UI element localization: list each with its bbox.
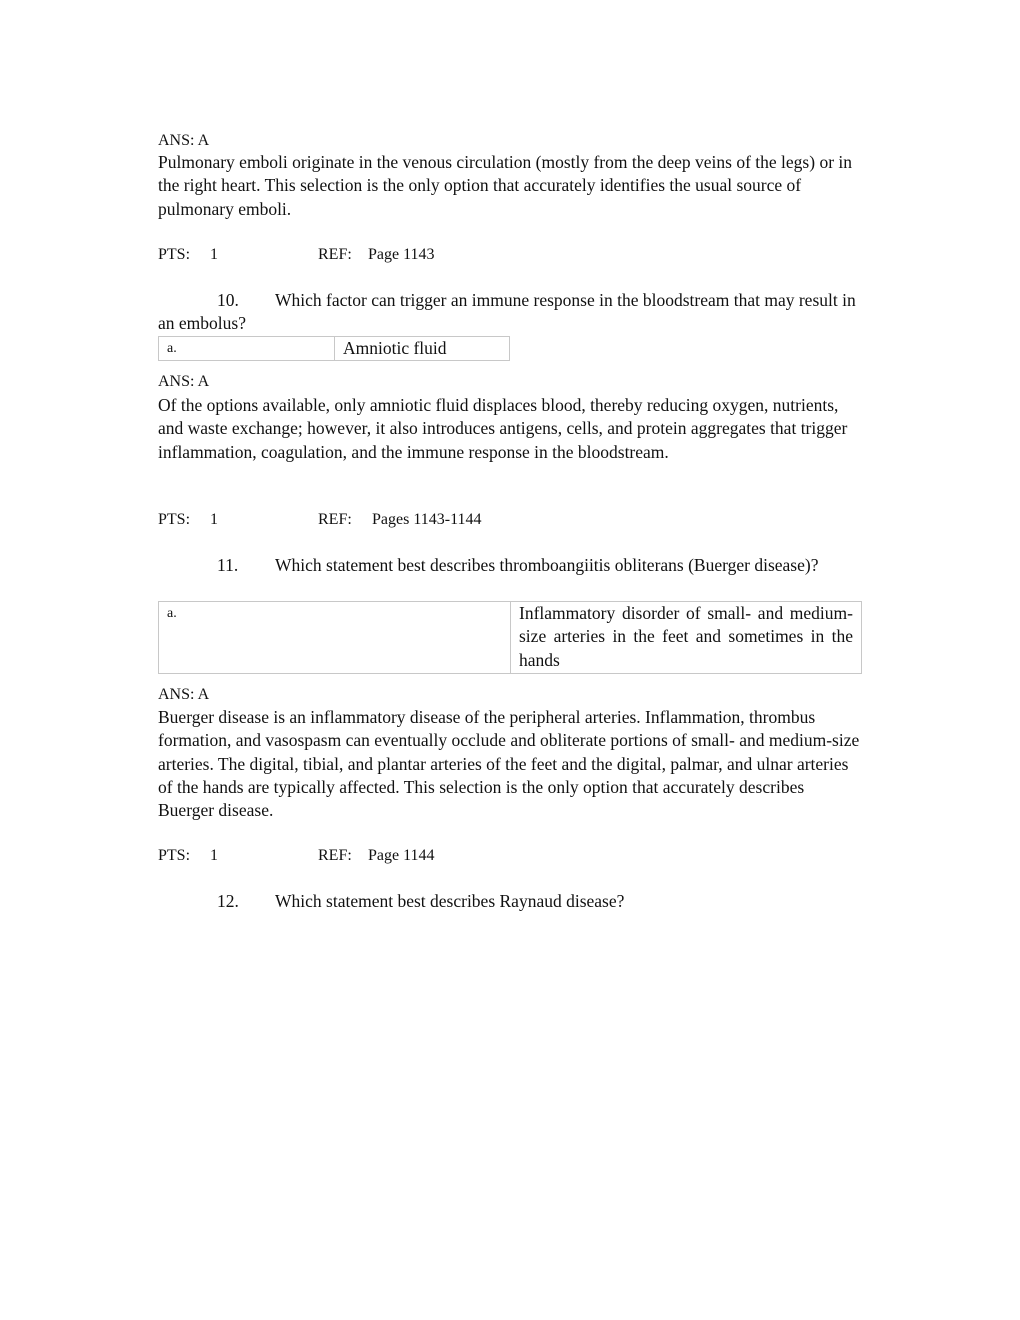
q9-pts-ref [158,245,862,265]
q11-pts-ref [158,846,862,866]
q11-text: Which statement best describes thromboangiitis obliterans (Buerger disease)? [275,555,819,575]
q10-number: 10. [217,290,239,310]
ref-value: Page 1144 [368,847,435,864]
q12-text: Which statement best describes Raynaud disease? [275,891,625,911]
pts-value: 1 [210,847,218,864]
q10-choice-text: Amniotic fluid [335,337,510,361]
q10-text: Which factor can trigger an immune response in the bloodstream that may result in an embolus? [158,290,856,334]
pts-label: PTS: [158,246,191,263]
q11-number: 11. [217,555,239,575]
ref-value: Page 1143 [368,246,435,263]
q9-rationale: Pulmonary emboli originate in the venous circulation (mostly from the deep veins of the legs) or in the right heart. This selection is the only option that accurately identifies the usual source of pulmonary emboli. [158,152,853,219]
q12-number: 12. [217,891,239,911]
q10-choice-letter: a. [159,337,335,361]
q10-rationale: Of the options available, only amniotic fluid displaces blood, thereby reducing oxygen, nutrients, and waste exchange; however, it also introduces antigens, cells, and protein aggregates that trigger inflammation, coagulation, and the immune response in the bloodstream. [158,395,848,462]
q12-question [158,890,862,913]
ref-value: Pages 1143-1144 [372,511,482,528]
q11-choice-text: Inflammatory disorder of small- and medium-size arteries in the feet and sometimes in the hands [511,602,862,674]
ref-label: REF: [318,511,352,528]
pts-value: 1 [210,246,218,263]
q10-question [158,289,862,336]
ref-label: REF: [318,246,352,263]
pts-label: PTS: [158,847,191,864]
q11-choice-table [158,601,862,674]
q9-ans: ANS: A [158,132,210,149]
q11-rationale: Buerger disease is an inflammatory disease of the peripheral arteries. Inflammation, thrombus formation, and vasospasm can eventually occlude and obliterate portions of small- and medium-size arteries. The digital, tibial, and plantar arteries of the feet and the digital, palmar, and ulnar arteries of the hands are typically affected. This selection is the only option that accurately describes Buerger disease. [158,707,860,821]
pts-value: 1 [210,511,218,528]
q11-question [158,554,862,577]
q10-pts-ref [158,510,862,530]
q10-ans: ANS: A [158,373,210,390]
ref-label: REF: [318,847,352,864]
q10-choice-table [158,336,510,361]
q11-ans: ANS: A [158,686,210,703]
pts-label: PTS: [158,511,191,528]
q11-choice-letter: a. [159,602,511,674]
